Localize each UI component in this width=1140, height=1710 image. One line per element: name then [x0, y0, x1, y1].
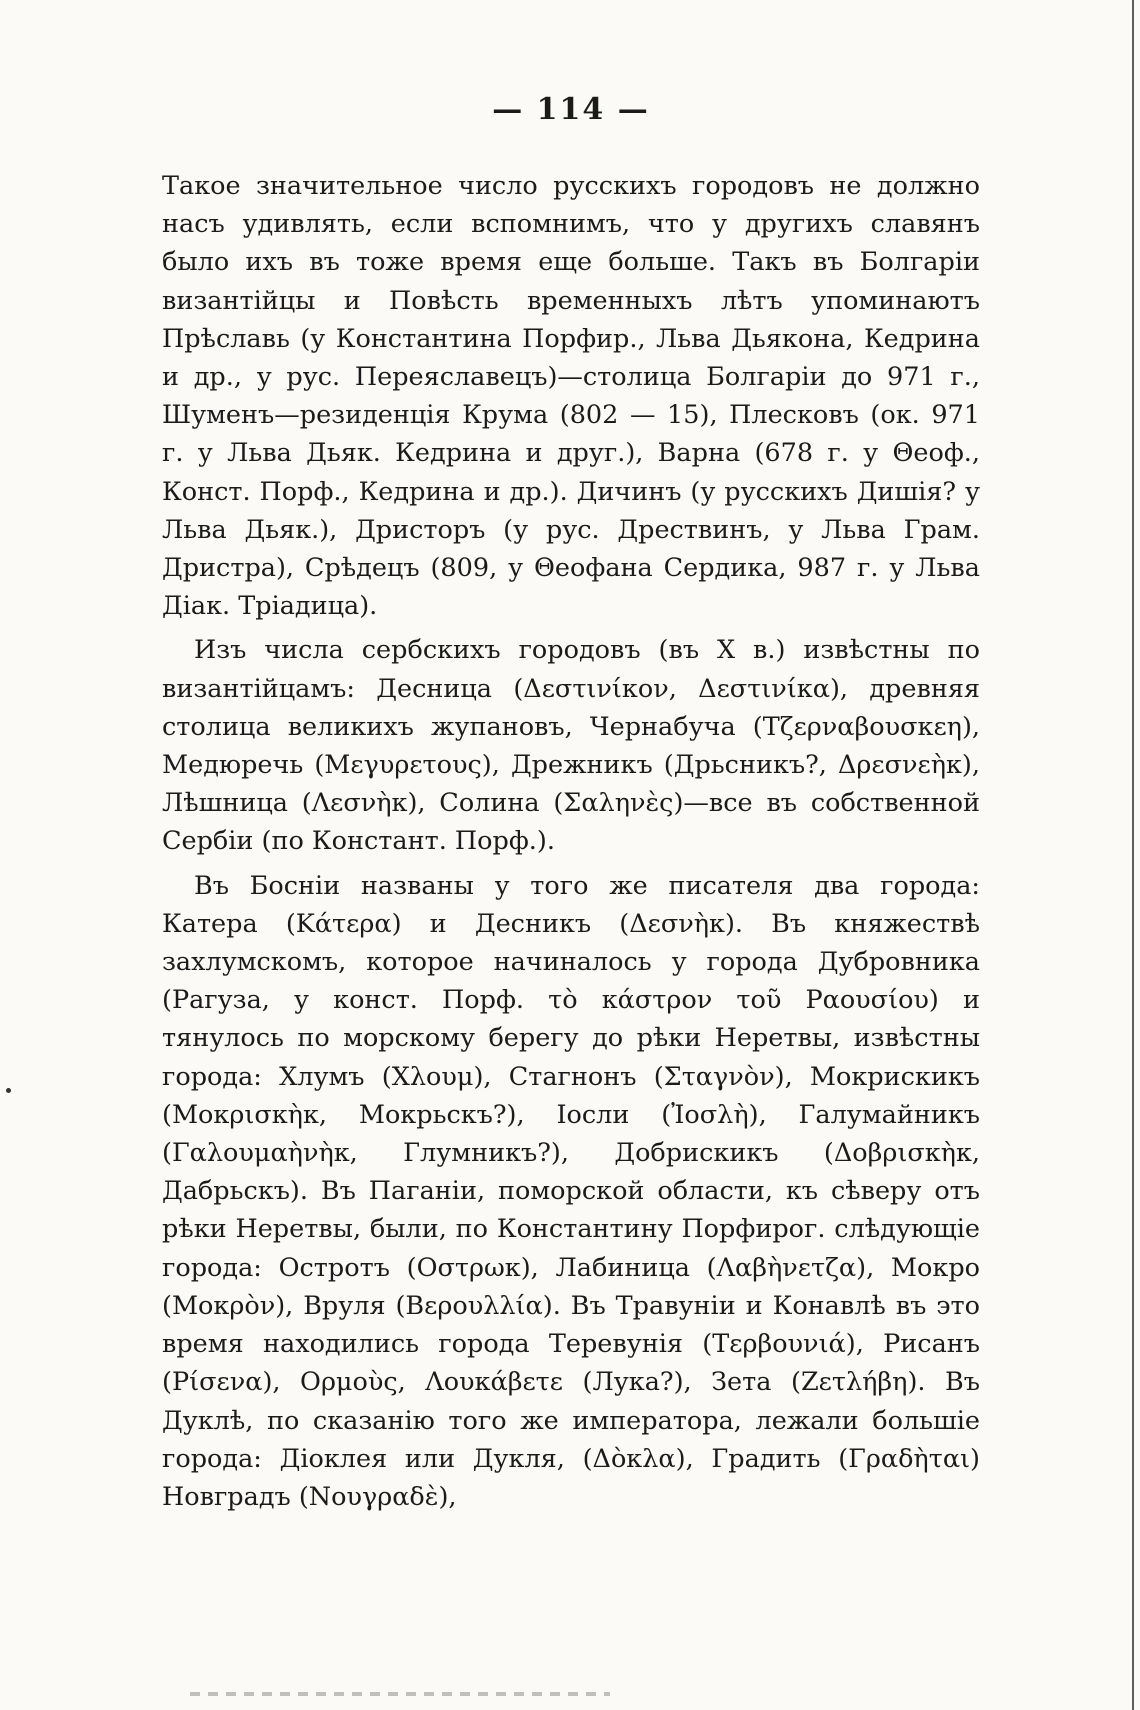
- paragraph-bulgarian-towns: Такое значительное число русскихъ городовъ не должно насъ удивлять, если вспомнимъ, что у другихъ славянъ было ихъ въ тоже время еще больше. Такъ въ Болгаріи византійцы и Повѣсть временныхъ лѣтъ упоминаютъ Прѣславь (у Константина Порфир., Льва Дьякона, Кедрина и др., у рус. Переяславецъ)—столица Болгаріи до 971 г., Шуменъ—резиденція Крума (802 — 15), Плесковъ (ок. 971 г. у Льва Дьяк. Кедрина и друг.), Варна (678 г. у Θеоф., Конст. Порф., Кедрина и др.). Дичинъ (у русскихъ Дишія? у Льва Дьяк.), Дристоръ (у рус. Дрествинъ, у Льва Грам. Дристра), Срѣдецъ (809, у Θеофана Сердика, 987 г. у Льва Діак. Тріадица).: [162, 171, 980, 622]
- bottom-bleed-through: [190, 1692, 610, 1696]
- paragraph-bosnian-towns: Въ Босніи названы у того же писателя два города: Катера (Κάτερα) и Десникъ (Δεσνὴκ). Въ княжествѣ захлумскомъ, которое начиналось у города Дубровника (Рагуза, у конст. Порф. τὸ κάστρον τοῦ Ραουσίου) и тянулось по морскому берегу до рѣки Неретвы, извѣстны города: Хлумъ (Χλουμ), Стагнонъ (Σταγνὸν), Мокрискикъ (Μοκρισκὴκ, Мокрьскъ?), Іосли (Ἰοσλὴ), Галумайникъ (Γαλουμαὴνὴκ, Глумникъ?), Добрискикъ (Δοβρισκὴκ, Дабрьскъ). Въ Паганіи, поморской области, къ сѣверу отъ рѣки Неретвы, были, по Константину Порфирог. слѣдующіе города: Остротъ (Οστρωκ), Лабиница (Λαβὴνετζα), Мокро (Μοκρὸν), Вруля (Βερουλλία). Въ Травуніи и Конавлѣ въ это время находились города Теревунія (Τερβουνιά), Рисанъ (Ρίσενα), Ορμοὺς, Λουκάβετε (Лука?), Зета (Ζετλήβη). Въ Дуклѣ, по сказанію того же императора, лежали большіе города: Діоклея или Дукля, (Δὸκλα), Градить (Γραδὴται) Новградъ (Νουγραδὲ),: [162, 870, 980, 1512]
- paragraph-serbian-towns: Изъ числа сербскихъ городовъ (въ X в.) извѣстны по византійцамъ: Десница (Δεστινίκον, Δεστινίκα), древняя столица великихъ жупановъ, Чернабуча (Τζερναβουσκεη), Медюречь (Μεγυρετους), Дрежникъ (Дрьсникъ?, Δρεσνεὴκ), Лѣшница (Λεσνὴκ), Солина (Σαληνὲς)—все въ собственной Сербіи (по Констант. Порф.).: [162, 635, 980, 857]
- margin-dot: [6, 1088, 11, 1093]
- page-number: — 114 —: [492, 92, 650, 127]
- book-page: [162, 92, 980, 1522]
- page-edge-rule: [1132, 0, 1134, 1710]
